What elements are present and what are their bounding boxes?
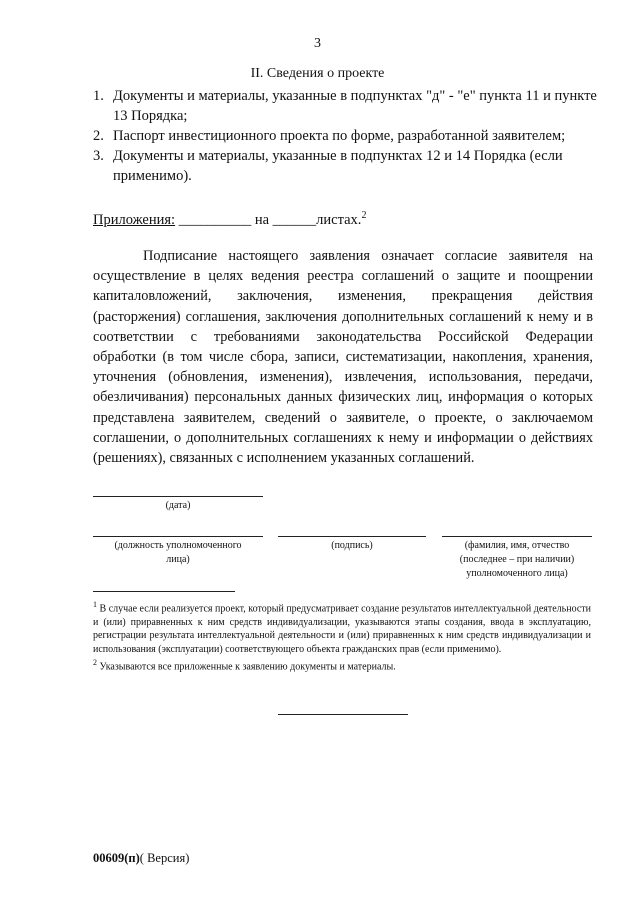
signature-line bbox=[278, 536, 426, 537]
date-caption: (дата) bbox=[165, 500, 191, 511]
consent-paragraph: Подписание настоящего заявления означает согласие заявителя на осуществление в целях ведения реестра соглашений о защите и поощрении капиталовложений, заключения, изменения, прекращения действия (расторжения) соглашения, заключения дополнительных соглашений к нему и в соответствии с требованиями законодательства Российской Федерации обработки (в том числе сбора, записи, систематизации, накопления, хранения, уточнения (обновления, изменения), извлечения, использования, передачи, обезличивания) персональных данных физических лиц, информация о которых представлена заявителем, сведений о заявителе, о проекте, о заключаемом соглашении, о дополнительных соглашениях к нему и информации о действиях (решениях), связанных с исполнением указанных соглашений. bbox=[93, 248, 593, 467]
footnote bbox=[93, 598, 591, 656]
list-item bbox=[93, 86, 605, 126]
page-number: 3 bbox=[314, 36, 321, 51]
attachments-on: на bbox=[254, 211, 270, 228]
footnote-separator bbox=[93, 591, 235, 592]
attachments-sheets-blank: ______ bbox=[272, 211, 317, 228]
footnotes bbox=[93, 598, 591, 674]
list-item-number: 3. bbox=[93, 148, 104, 164]
name-line bbox=[442, 536, 592, 537]
attachments-count-blank: __________ bbox=[178, 211, 252, 228]
project-items-list bbox=[93, 86, 605, 186]
attachments-sheets-word: листах. bbox=[316, 211, 362, 228]
name-caption: (фамилия, имя, отчество (последнее – при наличии) уполномоченного лица) bbox=[459, 540, 575, 579]
attachments-label: Приложения: bbox=[93, 211, 176, 228]
position-caption: (должность уполномоченного лица) bbox=[114, 540, 242, 565]
list-item-text: Документы и материалы, указанные в подпунктах "д" - "е" пункта 11 и пункте 13 Порядка; bbox=[113, 88, 597, 124]
signature-caption: (подпись) bbox=[331, 540, 373, 551]
position-line bbox=[93, 536, 263, 537]
footnote-text: В случае если реализуется проект, который предусматривает создание результатов интеллектуальной деятельности и (или) приравненных к ним средств индивидуализации, указываются этапы создания, ввода в эксплуатацию, регистрации результата интеллектуальной деятельности и (или) приравненных к ним средств индивидуализации и использования (эксплуатации) соответствующего объекта гражданских прав (если применимо). bbox=[93, 603, 591, 655]
list-item-number: 1. bbox=[93, 88, 104, 104]
document-version: ( Версия) bbox=[139, 851, 190, 865]
list-item-text: Документы и материалы, указанные в подпунктах 12 и 14 Порядка (если применимо). bbox=[113, 148, 563, 184]
attachments-line bbox=[93, 210, 366, 229]
footnote bbox=[93, 656, 591, 674]
footnote-mark: 1 bbox=[93, 600, 97, 609]
footnote-text: Указываются все приложенные к заявлению документы и материалы. bbox=[99, 661, 396, 673]
list-item bbox=[93, 146, 605, 186]
end-separator bbox=[278, 714, 408, 715]
list-item bbox=[93, 126, 605, 146]
date-line bbox=[93, 496, 263, 497]
list-item-text: Паспорт инвестиционного проекта по форме, разработанной заявителем; bbox=[113, 128, 566, 144]
document-code-number: 00609(п) bbox=[93, 851, 140, 865]
list-item-number: 2. bbox=[93, 128, 104, 144]
footnote-mark: 2 bbox=[93, 657, 97, 667]
footnote-ref: 2 bbox=[361, 210, 367, 221]
document-code bbox=[93, 851, 189, 866]
section-title: II. Сведения о проекте bbox=[250, 66, 385, 81]
